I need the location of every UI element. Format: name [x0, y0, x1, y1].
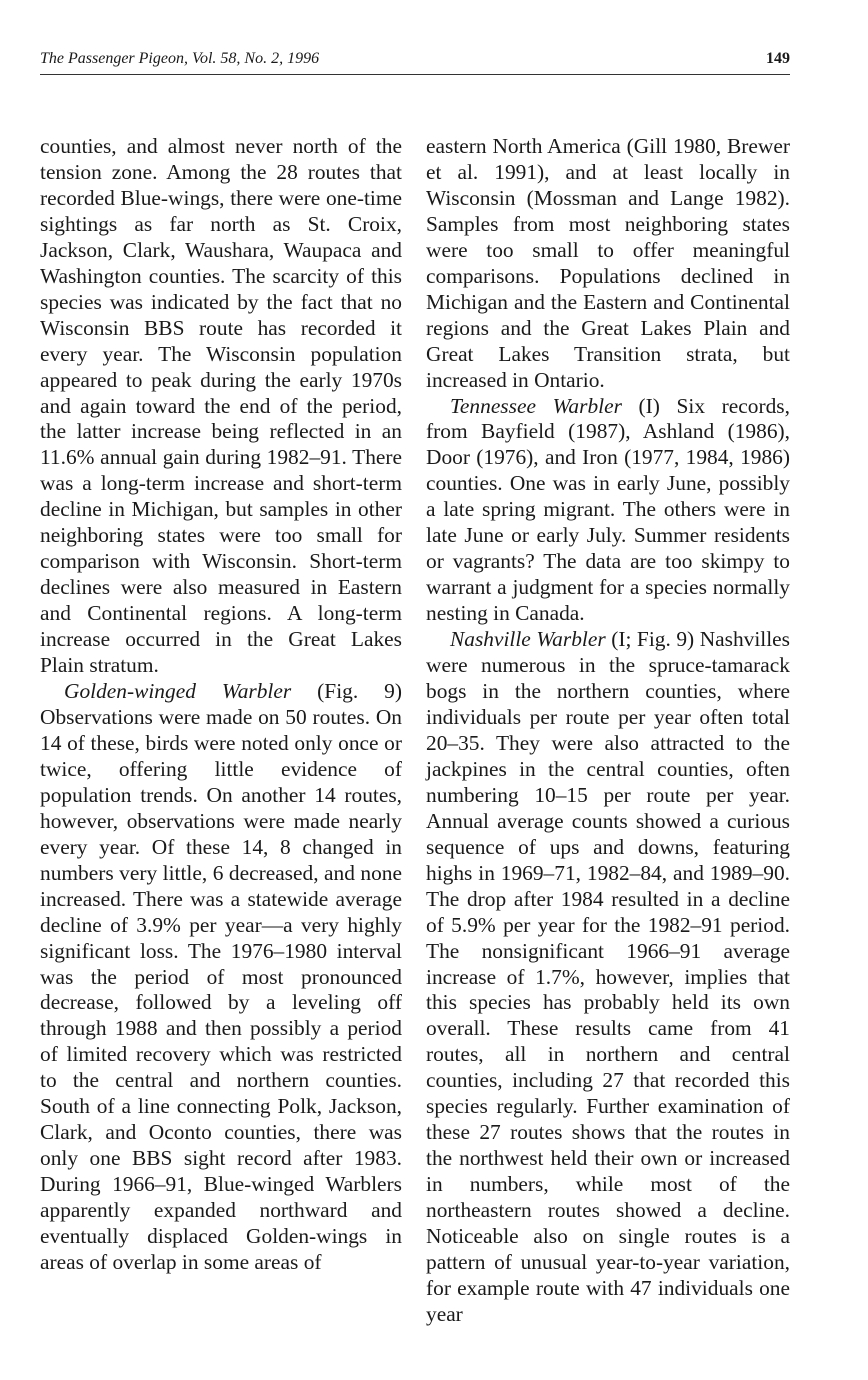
running-head	[40, 48, 790, 75]
species-name: Nashville Warbler	[450, 627, 606, 652]
paragraph-golden-winged-continued: eastern North America (Gill 1980, Brewer et al. 1991), and at least locally in Wisconsin (Mossman and Lange 1982). Samples from most neighboring states were too small to offer meaningful comparisons. Populations declined in Michigan and the Eastern and Continental regions and the Great Lakes Plain and Great Lakes Transition strata, but increased in Ontario.	[426, 134, 790, 392]
species-name: Tennessee Warbler	[450, 393, 622, 418]
paragraph-blue-winged-continued: counties, and almost never north of the tension zone. Among the 28 routes that recorded Blue-wings, there were one-time sightings as far north as St. Croix, Jackson, Clark, Waushara, Waupaca and Washington counties. The scarcity of this species was indicated by the fact that no Wisconsin BBS route has recorded it every year. The Wisconsin population appeared to peak during the early 1970s and again toward the end of the period, the latter increase being reflected in an 11.6% annual gain during 1982–91. There was a long-term increase and short-term decline in Michigan, but samples in other neighboring states were too small for comparison with Wisconsin. Short-term declines were also measured in Eastern and Continental regions. A long-term increase occurred in the Great Lakes Plain stratum.	[40, 134, 402, 678]
right-column	[426, 134, 790, 1328]
paragraph-body: (I; Fig. 9) Nashvilles were numerous in the spruce-tamarack bogs in the northern counties, where individuals per route per year often total 20–35. They were also attracted to the jackpines in the central counties, often numbering 10–15 per route per year. Annual average counts showed a curious sequence of ups and downs, featuring highs in 1969–71, 1982–84, and 1989–90. The drop after 1984 resulted in a decline of 5.9% per year for the 1982–91 period. The nonsignificant 1966–91 average increase of 1.7%, however, implies that this species has probably held its own overall. These results came from 41 routes, all in northern and central counties, including 27 that recorded this species regularly. Further examination of these 27 routes shows that the routes in the northwest held their own or increased in numbers, while most of the northeastern routes showed a decline. Noticeable also on single routes is a pattern of unusual year-to-year variation, for example route with 47 individuals one year	[426, 627, 790, 1326]
paragraph-golden-winged-warbler	[40, 679, 402, 1276]
paragraph-body: (Fig. 9) Observations were made on 50 routes. On 14 of these, birds were noted only once or twice, offering little evidence of population trends. On another 14 routes, however, observations were made nearly every year. Of these 14, 8 changed in numbers very little, 6 decreased, and none increased. There was a statewide average decline of 3.9% per year—a very highly significant loss. The 1976–1980 interval was the period of most pronounced decrease, followed by a leveling off through 1988 and then possibly a period of limited recovery which was restricted to the central and northern counties. South of a line connecting Polk, Jackson, Clark, and Oconto counties, there was only one BBS sight record after 1983. During 1966–91, Blue-winged Warblers apparently expanded northward and eventually displaced Golden-wings in areas of overlap in some areas of	[40, 679, 402, 1274]
journal-citation: The Passenger Pigeon, Vol. 58, No. 2, 1996	[40, 50, 320, 67]
paragraph-body: (I) Six records, from Bayfield (1987), Ashland (1986), Door (1976), and Iron (1977, 1984, 1986) counties. One was in early June, possibly a late spring migrant. The others were in late June or early July. Summer residents or vagrants? The data are too skimpy to warrant a judgment for a species normally nesting in Canada.	[426, 393, 790, 626]
paragraph-tennessee-warbler	[426, 394, 790, 628]
page-number: 149	[766, 50, 790, 67]
paragraph-nashville-warbler	[426, 627, 790, 1328]
left-column	[40, 134, 402, 1276]
species-name: Golden-winged Warbler	[64, 679, 292, 704]
